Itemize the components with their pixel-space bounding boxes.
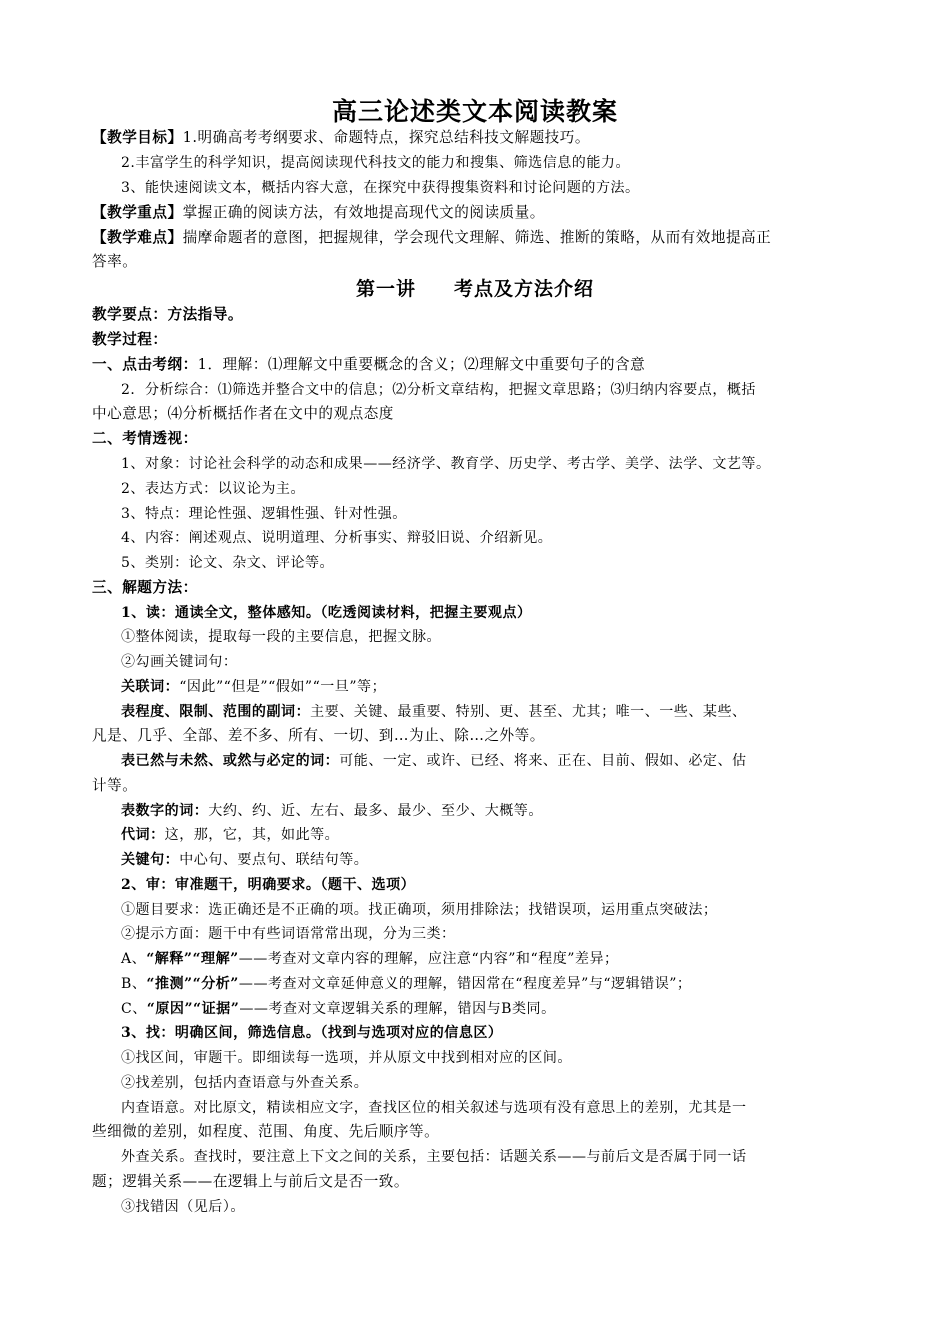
pronoun-line xyxy=(121,825,891,845)
read-step-1: ①整体阅读，提取每一段的主要信息，把握文脉。 xyxy=(121,629,442,645)
category-a-text: ——考查对文章内容的理解，应注意“内容”和“程度”差异； xyxy=(238,951,619,967)
sec1-line-1 xyxy=(92,355,862,375)
review-step-2: ②提示方面：题干中有些词语常常出现，分为三类： xyxy=(121,926,456,942)
sec2-item-1: 1、对象：讨论社会科学的动态和成果——经济学、教育学、历史学、考古学、美学、法学、文艺等。 xyxy=(121,456,771,472)
sec3-label: 三、解题方法： xyxy=(92,579,198,596)
sec2-item-2: 2、表达方式：以议论为主。 xyxy=(121,481,305,497)
pronoun-text: 这，那，它，其，如此等。 xyxy=(164,827,340,843)
category-c-text: ——考查对文章逻辑关系的理解，错因与B类同。 xyxy=(239,1001,556,1017)
degree-label: 表程度、限制、范围的副词： xyxy=(121,704,311,720)
inner-check-line-2: 些细微的差别，如程度、范围、角度、先后顺序等。 xyxy=(92,1123,440,1140)
read-step-2: ②勾画关键词句： xyxy=(121,654,238,670)
focus-line xyxy=(92,203,862,223)
difficulty-line-2: 答率。 xyxy=(92,253,138,270)
sec1-item-2-cont: 中心意思；⑷分析概括作者在文中的观点态度 xyxy=(92,405,394,422)
sec1-item-1: 1．理解：⑴理解文中重要概念的含义；⑵理解文中重要句子的含意 xyxy=(197,356,646,373)
category-c xyxy=(121,999,891,1019)
category-a-prefix: A、 xyxy=(121,951,147,967)
degree-line-cont: 凡是、几乎、全部、差不多、所有、一切、到…为止、除…之外等。 xyxy=(92,727,545,744)
teaching-point: 教学要点：方法指导。 xyxy=(92,306,243,323)
focus-label: 【教学重点】 xyxy=(92,204,183,221)
number-words-label: 表数字的词： xyxy=(121,803,209,819)
category-b-text: ——考查对文章延伸意义的理解，错因常在“程度差异”与“逻辑错误”； xyxy=(238,976,692,992)
review-step-1: ①题目要求：选正确还是不正确的项。找正确项，须用排除法；找错误项，运用重点突破法； xyxy=(121,902,718,918)
category-a-keywords: “解释”“理解” xyxy=(146,951,239,967)
focus-text: 掌握正确的阅读方法，有效地提高现代文的阅读质量。 xyxy=(182,204,545,221)
teaching-process: 教学过程： xyxy=(92,331,168,348)
sec2-item-4: 4、内容：阐述观点、说明道理、分析事实、辩驳旧说、介绍新见。 xyxy=(121,530,553,546)
modal-line-cont: 计等。 xyxy=(92,777,138,794)
difficulty-text: 揣摩命题者的意图，把握规律，学会现代文理解、筛选、推断的策略，从而有效地提高正 xyxy=(182,229,772,246)
category-b-keywords: “推测”“分析” xyxy=(146,976,239,992)
sec1-item-2: 2．分析综合：⑴筛选并整合文中的信息；⑵分析文章结构，把握文章思路；⑶归纳内容要点，概括 xyxy=(121,382,756,398)
find-heading: 3、找：明确区间，筛选信息。（找到与选项对应的信息区） xyxy=(121,1025,503,1041)
modal-line xyxy=(121,751,891,771)
number-words-text: 大约、约、近、左右、最多、最少、至少、大概等。 xyxy=(208,803,543,819)
difficulty-line-1 xyxy=(92,228,862,248)
objective-item-1: 1.明确高考考纲要求、命题特点，探究总结科技文解题技巧。 xyxy=(182,129,590,146)
key-sentence-text: 中心句、要点句、联结句等。 xyxy=(179,852,369,868)
outer-check-line-1: 外查关系。查找时，要注意上下文之间的关系，主要包括：话题关系——与前后文是否属于同一话 xyxy=(121,1149,747,1165)
read-heading: 1、读：通读全文，整体感知。（吃透阅读材料，把握主要观点） xyxy=(121,605,532,621)
find-step-1: ①找区间，审题干。即细读每一选项，并从原文中找到相对应的区间。 xyxy=(121,1050,572,1066)
number-words-line xyxy=(121,801,891,821)
degree-text: 主要、关键、最重要、特别、更、甚至、尤其；唯一、一些、某些、 xyxy=(310,704,747,720)
sec2-item-3: 3、特点：理论性强、逻辑性强、针对性强。 xyxy=(121,506,407,522)
document-title: 高三论述类文本阅读教案 xyxy=(331,97,618,126)
key-sentence-label: 关键句： xyxy=(121,852,180,868)
objectives-line-1 xyxy=(92,128,862,148)
review-heading: 2、审：审准题干，明确要求。（题干、选项） xyxy=(121,877,416,893)
category-b xyxy=(121,974,891,994)
difficulty-label: 【教学难点】 xyxy=(92,229,183,246)
category-a xyxy=(121,949,891,969)
category-c-prefix: C、 xyxy=(121,1001,147,1017)
sec2-label: 二、考情透视： xyxy=(92,430,198,447)
find-step-2: ②找差别，包括内查语意与外查关系。 xyxy=(121,1075,369,1091)
degree-line xyxy=(121,702,891,722)
modal-label: 表已然与未然、或然与必定的词： xyxy=(121,753,340,769)
category-c-keywords: “原因”“证据” xyxy=(146,1001,240,1017)
inner-check-line-1: 内查语意。对比原文，精读相应文字，查找区位的相关叙述与选项有没有意思上的差别，尤其是一 xyxy=(121,1100,747,1116)
modal-text: 可能、一定、或许、已经、将来、正在、目前、假如、必定、估 xyxy=(339,753,747,769)
pronoun-label: 代词： xyxy=(121,827,165,843)
outer-check-line-2: 题；逻辑关系——在逻辑上与前后文是否一致。 xyxy=(92,1173,409,1190)
objective-item-3: 3、能快速阅读文本，概括内容大意，在探究中获得搜集资料和讨论问题的方法。 xyxy=(121,180,640,196)
objective-item-2: 2.丰富学生的科学知识，提高阅读现代科技文的能力和搜集、筛选信息的能力。 xyxy=(121,155,630,171)
lecture-number: 第一讲 xyxy=(355,278,416,300)
key-sentence-line xyxy=(121,850,891,870)
find-step-3: ③找错因（见后）。 xyxy=(121,1199,245,1215)
conjunction-text: “因此”“但是”“假如”“一旦”等； xyxy=(179,679,387,695)
lecture-heading xyxy=(0,274,950,301)
conjunction-line xyxy=(121,677,891,697)
sec1-label: 一、点击考纲： xyxy=(92,356,198,373)
category-b-prefix: B、 xyxy=(121,976,147,992)
conjunction-label: 关联词： xyxy=(121,679,180,695)
objectives-label: 【教学目标】 xyxy=(92,129,183,146)
lecture-title: 考点及方法介绍 xyxy=(454,278,595,300)
sec2-item-5: 5、类别：论文、杂文、评论等。 xyxy=(121,555,335,571)
